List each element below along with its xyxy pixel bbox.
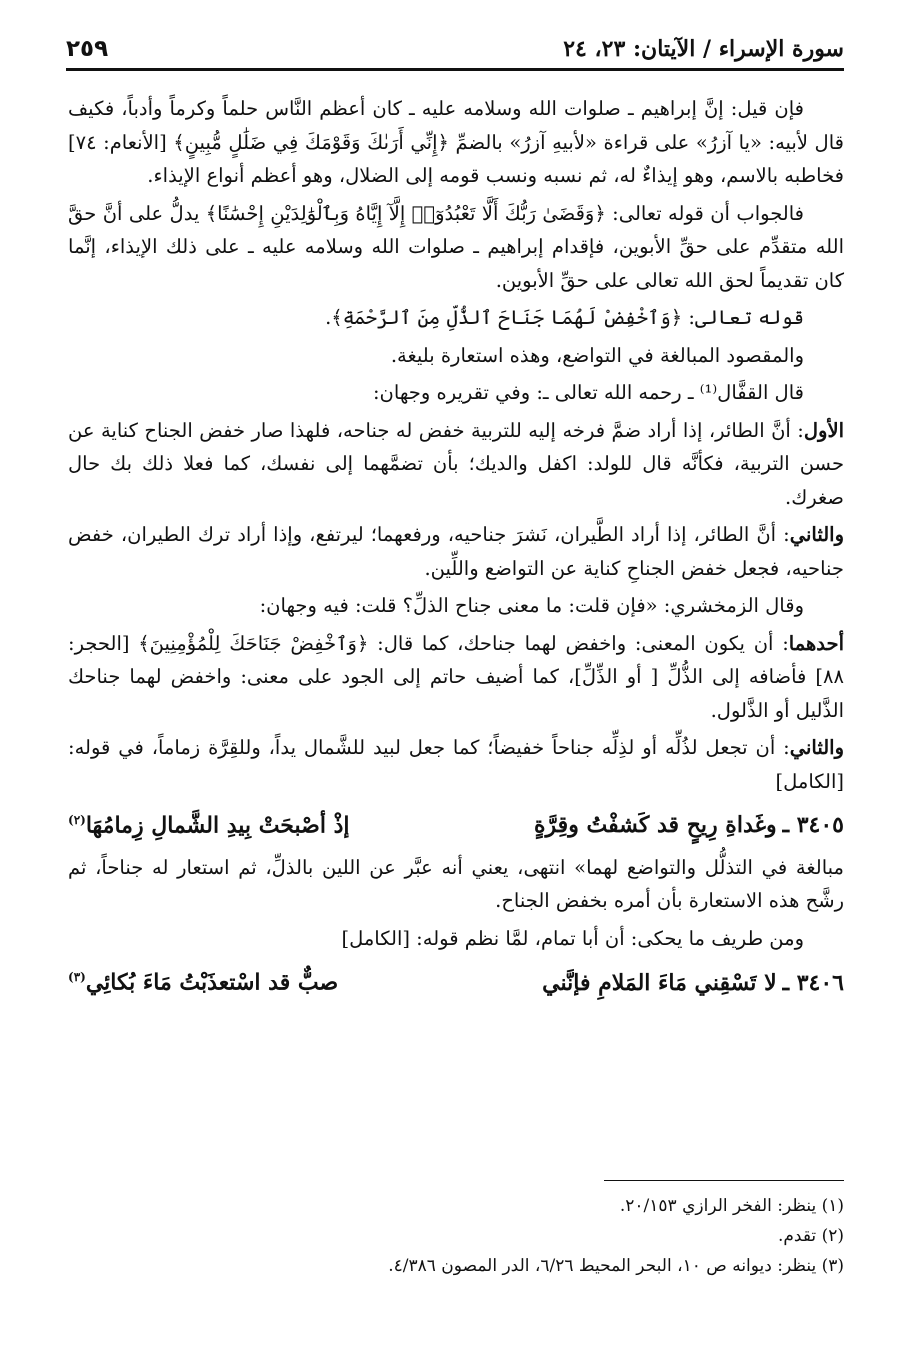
verse-number: ٣٤٠٥ ـ [782,812,844,839]
paragraph-text: فإن قيل: إنَّ إبراهيم ـ صلوات الله وسلامه عليه ـ كان أعظم النَّاس حلماً وكرماً وأدباً، فكيف قال لأبيه: «يا آزرُ» على قراءة «لأبيهِ آزرُ» بالضمِّ ﴿إِنِّي أَرَىٰكَ وَقَوْمَكَ فِي ضَلَٰلٍ مُّبِينٍ﴾ [الأنعام: ٧٤] فخاطبه بالاسم، وهو إيذاءٌ له، ثم نسبه ونسب قومه إلى الضلال، وهو أعظم أنواع الإيذاء. [68,97,844,187]
verse-number: ٣٤٠٦ ـ [782,969,844,996]
paragraph-text: : أن يكون المعنى: واخفض لهما جناحك، كما قال: ﴿وَٱخْفِضْ جَنَاحَكَ لِلْمُؤْمِنِينَ﴾ [الحجر: ٨٨] فأضافه إلى الذُّلِّ [ أو الذِّلِّ]، كما أضيف حاتم إلى الجود على معنى: واخفض لهما جناحك الذَّليل أو الذَّلول. [68,631,844,722]
paragraph-lead: أحدهما [788,631,844,655]
paragraph [68,731,844,798]
paragraph-text: : أن تجعل لذُلِّه أو لذِلِّه جناحاً خفيضاً؛ كما جعل لبيد للشَّمال يداً، وللقِرَّة زماماً، في قوله: [الكامل] [68,736,844,793]
poetry-verse [68,804,844,843]
footnote-separator [604,1180,844,1181]
paragraph-text: وقال الزمخشري: «فإن قلت: ما معنى جناح الذلِّ؟ قلت: فيه وجهان: [259,594,804,617]
paragraph [68,922,844,956]
paragraph [68,414,844,515]
paragraph [68,376,844,410]
verse-hemistich-second [68,804,422,843]
verse-hemistich-second [68,961,422,1000]
footnote: (١) ينظر: الفخر الرازي ٢٠/١٥٣. [619,1196,844,1216]
paragraph [68,197,844,298]
paragraph-text: قوله تعالى: ﴿وَٱخْفِضْ لَهُمَا جَنَاحَ ٱلذُّلِّ مِنَ ٱلرَّحْمَةِ﴾. [325,306,804,329]
paragraph-text: مبالغة في التذلُّل والتواضع لهما» انتهى، يعني أنه عبَّر عن اللين بالذلِّ، ثم استعار له جناحاً، ثم رشَّح هذه الاستعارة بأن أمره بخفض الجناح. [68,855,844,913]
paragraph-text: فالجواب أن قوله تعالى: ﴿وَقَضَىٰ رَبُّكَ أَلَّا تَعْبُدُوٓا۟ إِلَّآ إِيَّاهُ وَبِٱلْوَٰلِدَيْنِ إِحْسَٰنًا﴾ يدلُّ على أنَّ حقَّ الله متقدِّم على حقِّ الأبوين، فإقدام إبراهيم ـ صلوات الله وسلامه عليه ـ على ذلك الإيذاء، إنَّما كان تقديماً لحق الله تعالى على حقِّ الأبوين. [68,201,844,292]
footnote: (٢) تقدم. [777,1226,844,1246]
paragraph-lead: والثاني [789,523,844,546]
paragraph [68,851,844,918]
running-header [66,28,844,71]
verse-hemistich-text: إذْ أصْبحَتْ بِيدِ الشَّمالِ زِمامُهَا [85,812,350,839]
footnotes [68,1180,844,1281]
paragraph [68,339,844,373]
paragraph [68,627,844,728]
paragraph [68,518,844,585]
paragraph-text: قال القفَّال⁽¹⁾ ـ رحمه الله تعالى ـ: وفي تقريره وجهان: [372,381,804,404]
paragraph [68,589,844,623]
paragraph-text: : أنَّ الطائر، إذا أراد الطَّيران، نَشرَ جناحيه، ورفعهما؛ ليرتفع، وإذا أراد ترك الطيران، خفض جناحيه، فجعل خفض الجناحِ كناية عن التواضع واللِّين. [68,523,844,580]
verse-hemistich-first: لا تَسْقِني مَاءَ المَلامِ فإنَّني [542,969,777,996]
paragraph-lead: الأول [803,418,844,442]
paragraph-text: : أنَّ الطائر، إذا أراد ضمَّ فرخه إليه للتربية خفض له جناحه، فلهذا صار خفض الجناح كناية عن حسن التربية، فكأنَّه قال للولد: اكفل والديك؛ بأن تضمَّهما إلى نفسك، كما فعلا ذلك بك حال صغرك. [68,418,844,509]
poetry-verse [68,961,844,1000]
footnote-ref: (٣) [68,970,86,985]
paragraph [68,301,844,335]
header-title: سورة الإسراء / الآيتان: ٢٣، ٢٤ [563,36,844,62]
paragraph-lead: والثاني [789,736,844,759]
footnote-ref: (٢) [68,813,86,827]
page-number: ٢٥٩ [66,36,109,62]
paragraph-text: والمقصود المبالغة في التواضع، وهذه استعارة بليغة. [390,343,804,367]
paragraph-text: ومن طريف ما يحكى: أن أبا تمام، لمَّا نظم قوله: [الكامل] [341,926,804,950]
verse-hemistich-first: وغَداةِ رِيحٍ قد كَشفْتُ وقِرَّةٍ [534,812,777,839]
footnote: (٣) ينظر: ديوانه ص ١٠، البحر المحيط ٦/٢٦، الدر المصون ٤/٣٨٦. [388,1256,844,1276]
verse-hemistich-text: صبٌّ قد اسْتعذَبْتُ مَاءَ بُكائِي [85,969,339,996]
paragraph [68,92,844,193]
main-text [68,92,844,1008]
